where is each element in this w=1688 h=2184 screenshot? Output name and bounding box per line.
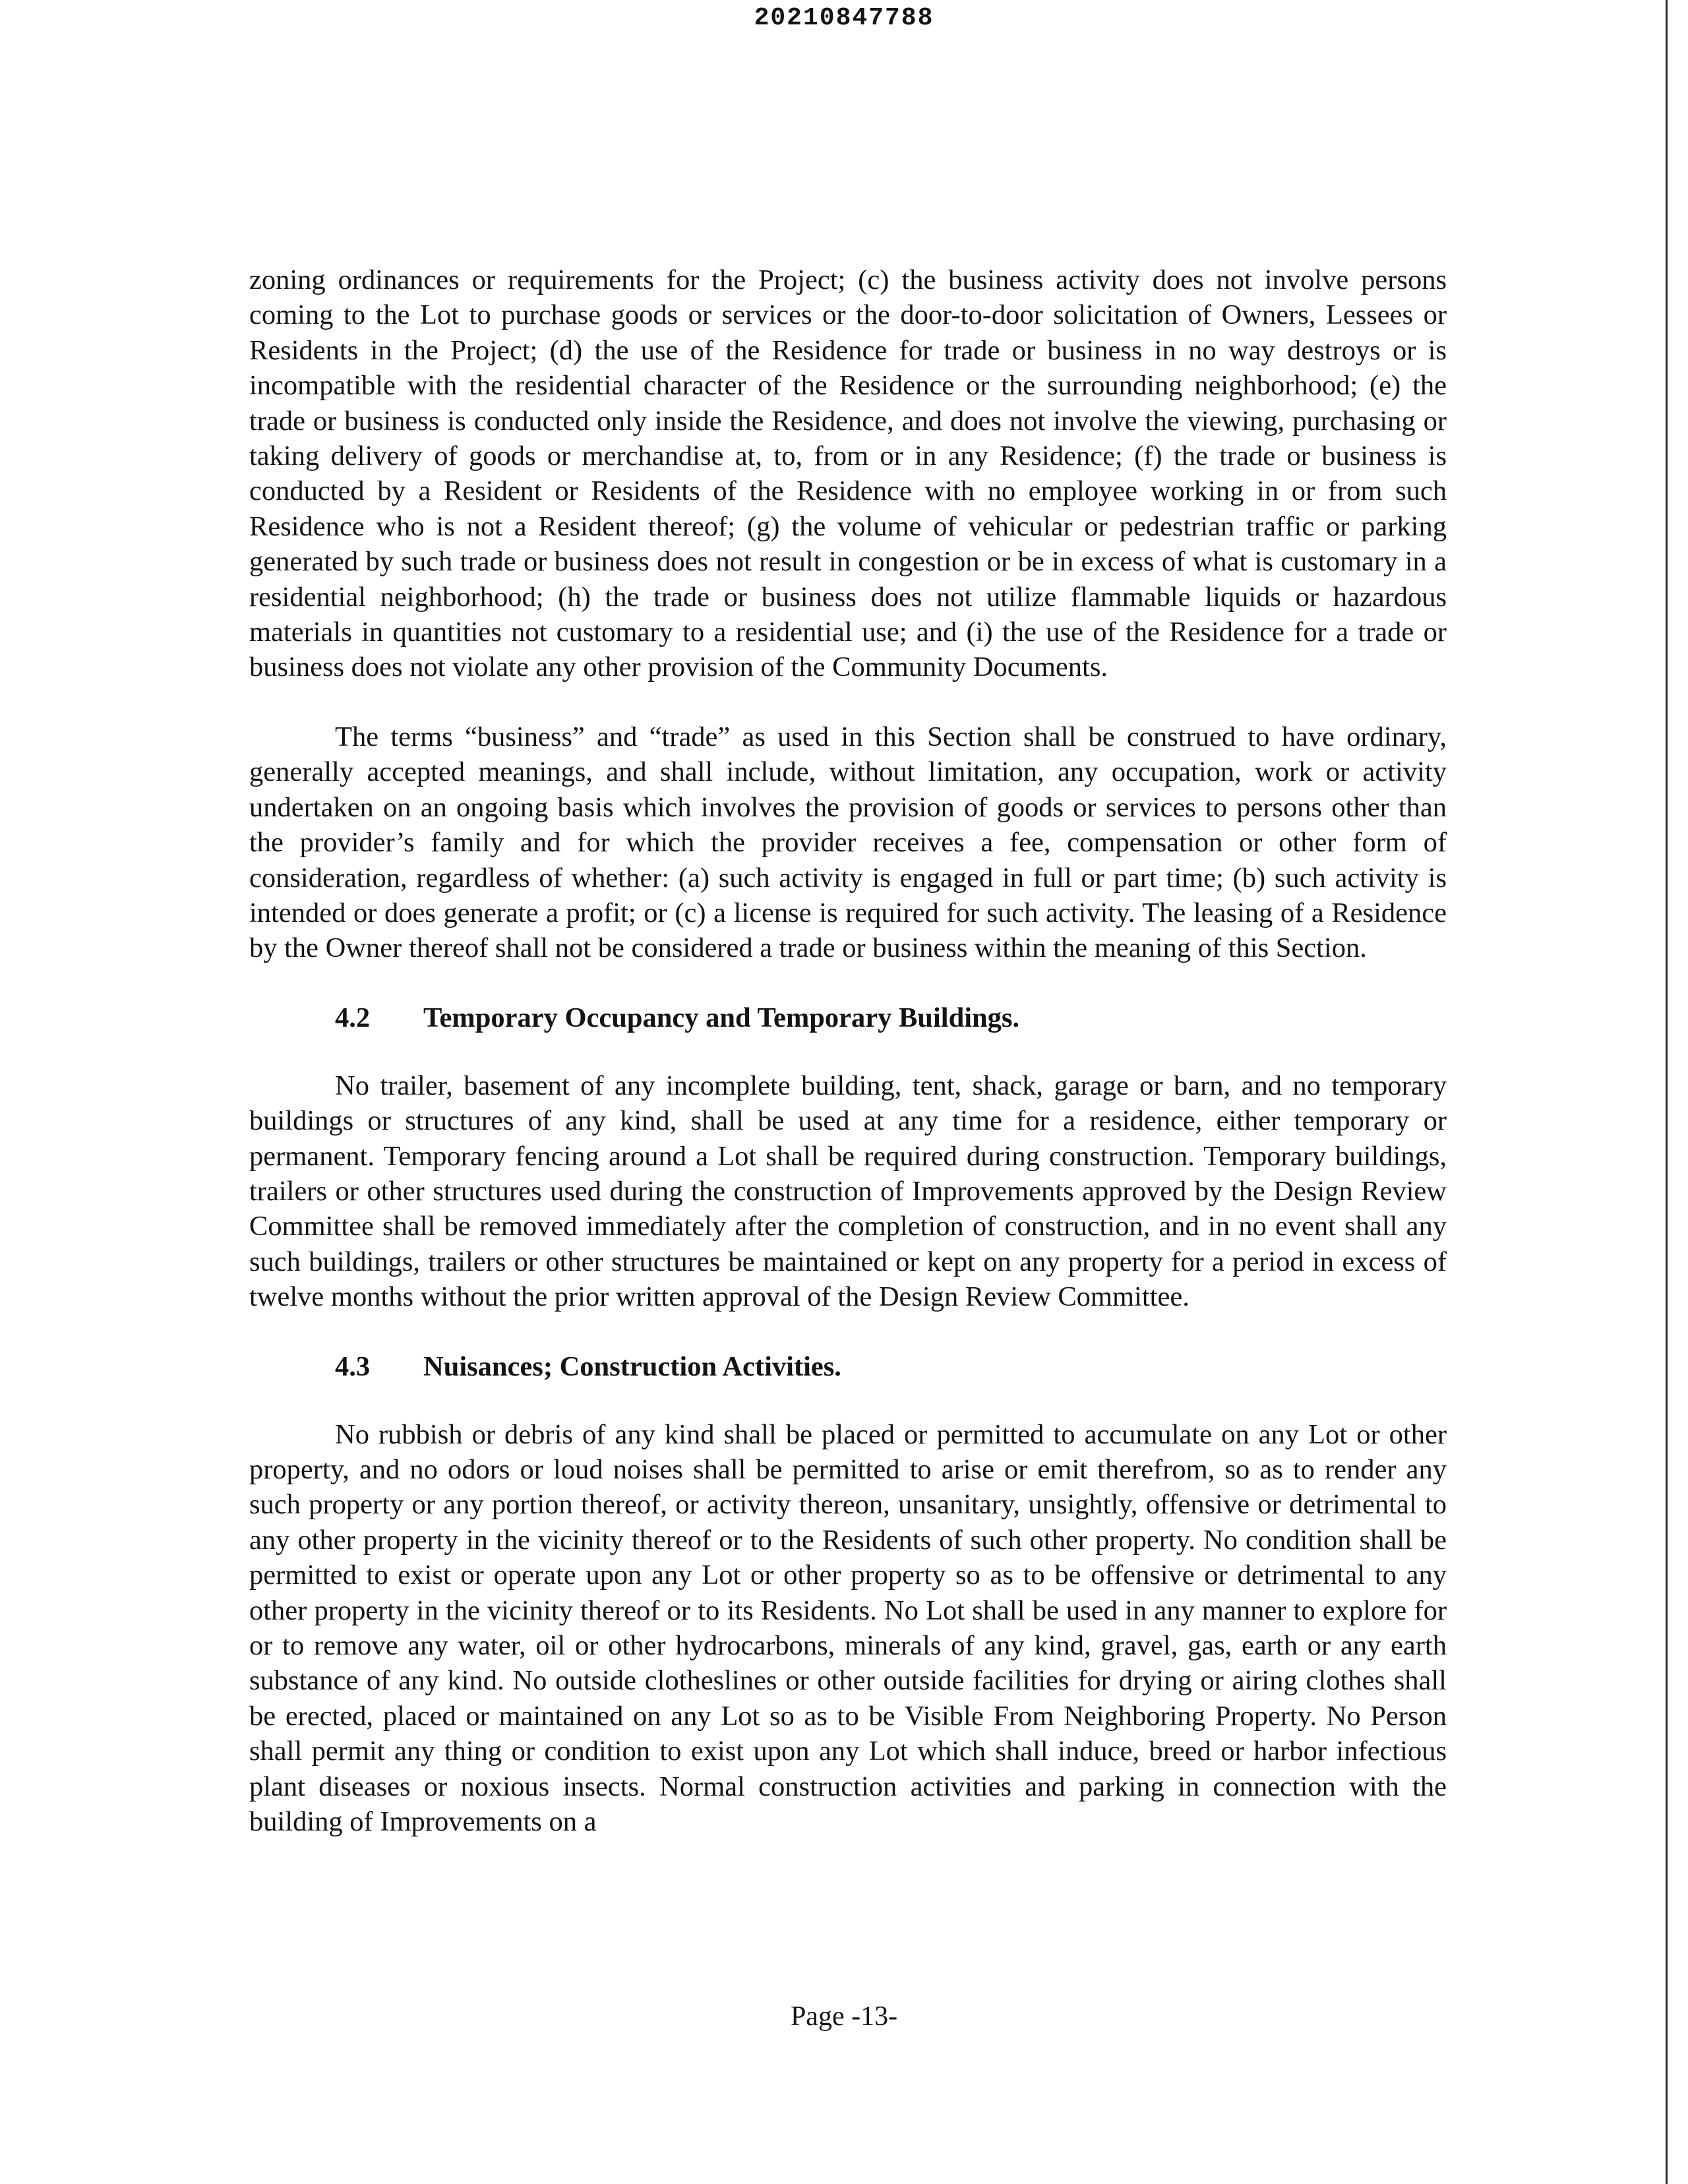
section-4-3-paragraph: No rubbish or debris of any kind shall be placed or permitted to accumulate on any Lot or other property, and no odors or loud noises shall be permitted to arise or emit therefrom, so as to render any such property or any portion thereof, or activity thereon, unsanitary, unsightly, offensive or detrimental to any other property in the vicinity thereof or to the Residents of such other property. No condition shall be permitted to exist or operate upon any Lot or other property so as to be offensive or detrimental to any other property in the vicinity thereof or to its Residents. No Lot shall be used in any manner to explore for or to remove any water, oil or other hydrocarbons, minerals of any kind, gravel, gas, earth or any earth substance of any kind. No outside clotheslines or other outside facilities for drying or airing clothes shall be erected, placed or maintained on any Lot so as to be Visible From Neighboring Property. No Person shall permit any thing or condition to exist upon any Lot which shall induce, breed or harbor infectious plant diseases or noxious insects. Normal construction activities and parking in connection with the building of Improvements on a [249, 1418, 1447, 1838]
document-body [249, 262, 1447, 1873]
business-trade-definition-paragraph: The terms “business” and “trade” as used in this Section shall be construed to have ordinary, generally accepted meanings, and shall include, without limitation, any occupation, work or activity undertaken on an ongoing basis which involves the provision of goods or services to persons other than the provider’s family and for which the provider receives a fee, compensation or other form of consideration, regardless of whether: (a) such activity is engaged in full or part time; (b) such activity is intended or does generate a profit; or (c) a license is required for such activity. The leasing of a Residence by the Owner thereof shall not be considered a trade or business within the meaning of this Section. [249, 721, 1447, 964]
section-heading-4-2 [249, 1000, 1447, 1035]
page-number: Page -13- [790, 2001, 898, 2032]
section-title: Temporary Occupancy and Temporary Buildings. [423, 1002, 1020, 1033]
section-title: Nuisances; Construction Activities. [423, 1350, 841, 1382]
page-edge-rule [1666, 0, 1668, 2184]
section-number: 4.2 [335, 1002, 371, 1033]
continued-paragraph: zoning ordinances or requirements for the Project; (c) the business activity does not involve persons coming to the Lot to purchase goods or services or the door-to-door solicitation of Owners, Lessees or Residents in the Project; (d) the use of the Residence for trade or business in no way destroys or is incompatible with the residential character of the Residence or the surrounding neighborhood; (e) the trade or business is conducted only inside the Residence, and does not involve the viewing, purchasing or taking delivery of goods or merchandise at, to, from or in any Residence; (f) the trade or business is conducted by a Resident or Residents of the Residence with no employee working in or from such Residence who is not a Resident thereof; (g) the volume of vehicular or pedestrian traffic or parking generated by such trade or business does not result in congestion or be in excess of what is customary in a residential neighborhood; (h) the trade or business does not utilize flammable liquids or hazardous materials in quantities not customary to a residential use; and (i) the use of the Residence for a trade or business does not violate any other provision of the Community Documents. [249, 264, 1447, 683]
section-heading-4-3 [249, 1349, 1447, 1384]
section-number: 4.3 [335, 1350, 371, 1382]
recording-number: 20210847788 [754, 4, 934, 32]
section-4-2-paragraph: No trailer, basement of any incomplete building, tent, shack, garage or barn, and no temporary buildings or structures of any kind, shall be used at any time for a residence, either temporary or permanent. Temporary fencing around a Lot shall be required during construction. Temporary buildings, trailers or other structures used during the construction of Improvements approved by the Design Review Committee shall be removed immediately after the completion of construction, and in no event shall any such buildings, trailers or other structures be maintained or kept on any property for a period in excess of twelve months without the prior written approval of the Design Review Committee. [249, 1070, 1447, 1313]
